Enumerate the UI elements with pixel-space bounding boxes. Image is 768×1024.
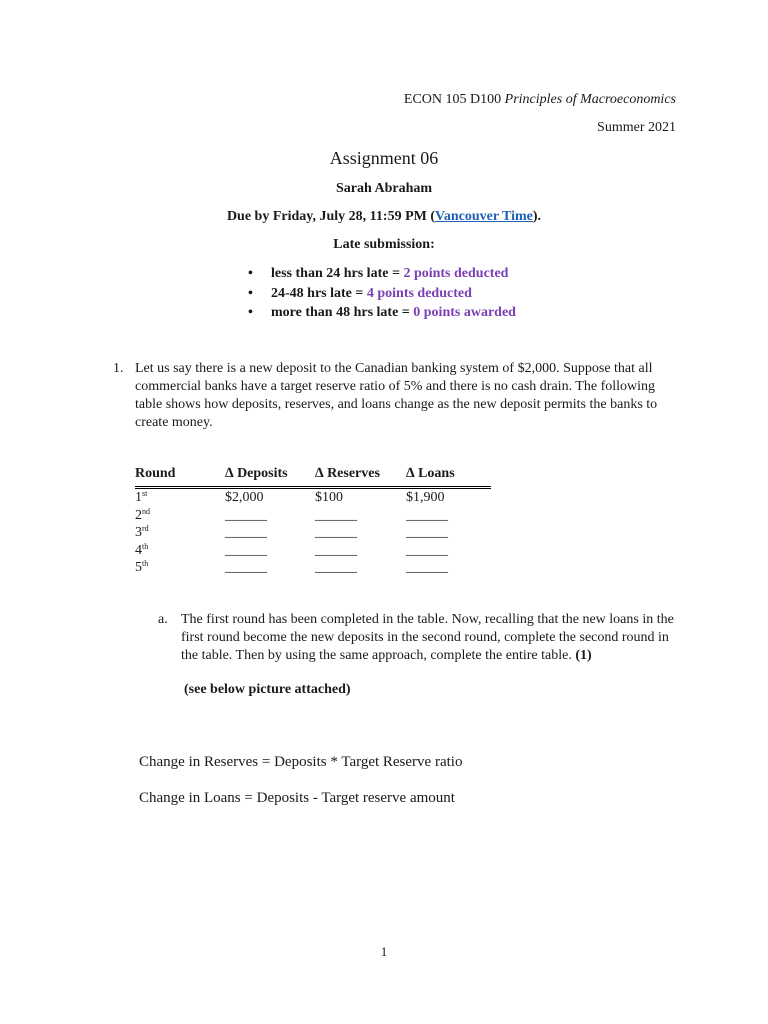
header-loans: ∆ Loans: [406, 466, 455, 481]
due-date: [0, 209, 768, 225]
list-item: [248, 266, 516, 286]
part-text: The first round has been completed in the table. Now, recalling that the new loans in the first round become the new deposits in the second round, complete the second round in the table. Then by using the same approach, complete the entire table. (1): [181, 612, 674, 663]
header-round: Round: [135, 466, 176, 481]
reserves-formula: Change in Reserves = Deposits * Target Reserve ratio: [139, 754, 463, 770]
reserves-cell: ______: [315, 560, 357, 576]
deposits-cell: ______: [225, 542, 267, 558]
reserves-cell: ______: [315, 507, 357, 523]
list-item: [248, 286, 516, 306]
deposits-cell: ______: [225, 525, 267, 541]
late-condition: less than 24 hrs late =: [271, 266, 404, 281]
deposits-cell: ______: [225, 560, 267, 576]
late-penalty-list: [248, 266, 516, 325]
list-item: [248, 305, 516, 325]
see-below-note: (see below picture attached): [184, 682, 351, 697]
late-penalty: 2 points deducted: [403, 266, 509, 281]
late-condition: 24-48 hrs late =: [271, 285, 367, 301]
course-header: [404, 92, 676, 108]
due-prefix: Due by Friday, July 28, 11:59 PM (: [226, 209, 435, 224]
bullet-icon: •: [248, 285, 253, 301]
header-deposits: ∆ Deposits: [225, 466, 288, 481]
loans-cell: ______: [406, 560, 448, 576]
header-reserves: ∆ Reserves: [315, 466, 380, 481]
term: Summer 2021: [597, 120, 676, 135]
bullet-icon: •: [248, 266, 253, 281]
course-code: ECON 105 D100: [403, 92, 502, 107]
reserves-cell: $100: [315, 490, 343, 505]
round-cell: 3rd: [135, 524, 149, 541]
reserves-cell: ______: [315, 525, 357, 541]
loans-cell: ______: [406, 507, 448, 523]
late-submission-heading: Late submission:: [333, 237, 435, 252]
bullet-icon: •: [248, 305, 253, 320]
page-title: Assignment 06: [329, 148, 439, 168]
question-text: Let us say there is a new deposit to the Canadian banking system of $2,000. Suppose that all commercial banks have a target reserve ratio of 5% and there is no cash drain. The following table shows how deposits, reserves, and loans change as the new deposit permits the banks to create money.: [135, 361, 658, 430]
round-cell: 4th: [135, 541, 149, 558]
deposits-cell: ______: [225, 507, 267, 523]
round-cell: 5th: [135, 559, 149, 576]
part-label: a.: [158, 612, 168, 627]
page-number: 1: [380, 944, 388, 959]
loans-formula: Change in Loans = Deposits - Target reserve amount: [139, 790, 455, 806]
deposits-cell: $2,000: [225, 490, 264, 505]
late-penalty: 0 points awarded: [413, 305, 516, 320]
question-number: 1.: [113, 361, 124, 376]
author: Sarah Abraham: [335, 181, 433, 196]
course-name: Principles of Macroeconomics: [504, 92, 676, 107]
loans-cell: $1,900: [406, 490, 445, 505]
reserves-cell: ______: [315, 542, 357, 558]
late-penalty: 4 points deducted: [366, 285, 472, 301]
round-cell: 2nd: [135, 506, 150, 523]
round-cell: 1st: [135, 489, 148, 505]
divider: [135, 486, 491, 487]
vancouver-time-link[interactable]: Vancouver Time: [435, 209, 533, 224]
loans-cell: ______: [406, 525, 448, 541]
divider: [135, 488, 491, 489]
due-suffix: ).: [532, 209, 542, 224]
loans-cell: ______: [406, 542, 448, 558]
points: (1): [575, 648, 592, 663]
late-condition: more than 48 hrs late =: [271, 305, 414, 320]
